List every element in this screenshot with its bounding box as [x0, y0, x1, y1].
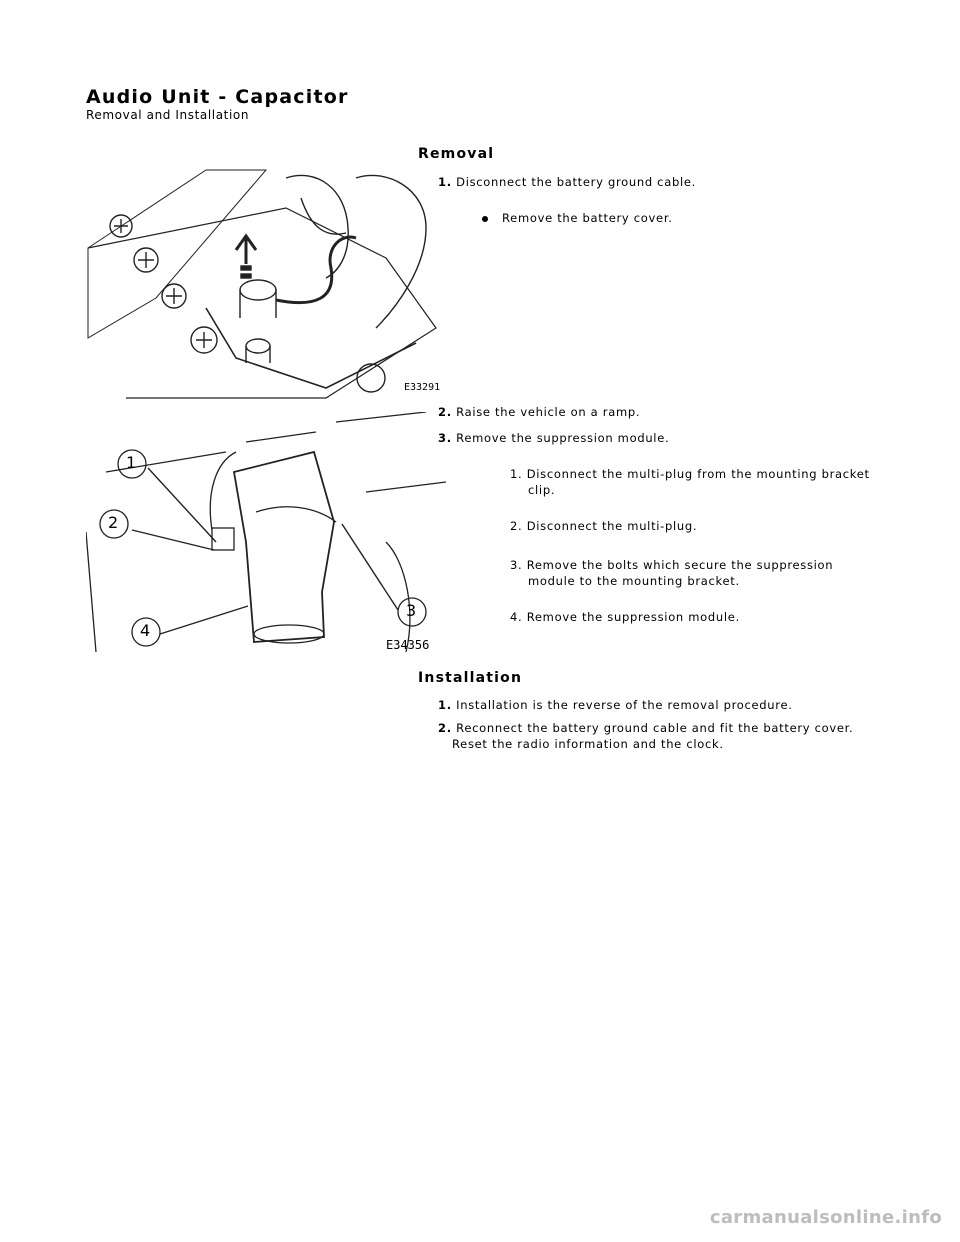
suppression-module-figure — [86, 412, 448, 656]
removal-heading: Removal — [418, 146, 495, 162]
callout-1: 1 — [126, 453, 137, 472]
callout-3: 3 — [406, 601, 417, 620]
callout-2: 2 — [108, 513, 119, 532]
installation-step-1: 1. Installation is the reverse of the removal procedure. — [438, 698, 793, 712]
installation-heading: Installation — [418, 670, 523, 686]
removal-substep-3: 3. Remove the bolts which secure the suppression module to the mounting bracket. — [510, 558, 834, 588]
battery-cable-figure — [86, 168, 448, 400]
page-subtitle: Removal and Installation — [86, 108, 250, 122]
removal-substep-4: 4. Remove the suppression module. — [510, 610, 740, 624]
installation-step-2: 2. Reconnect the battery ground cable and fit the battery cover. Reset the radio information and the clock. — [438, 721, 854, 751]
removal-bullet: Remove the battery cover. — [482, 210, 673, 226]
figure1-code: E33291 — [404, 382, 441, 393]
removal-step-3: 3. Remove the suppression module. — [438, 431, 670, 445]
removal-step-2: 2. Raise the vehicle on a ramp. — [438, 405, 641, 419]
callout-4: 4 — [140, 621, 151, 640]
removal-substep-1: 1. Disconnect the multi-plug from the mounting bracket clip. — [510, 467, 870, 497]
watermark-text: carmanualsonline.info — [709, 1207, 942, 1228]
removal-substep-2: 2. Disconnect the multi-plug. — [510, 519, 698, 533]
battery-screw-icons — [110, 215, 217, 353]
removal-step-1: 1. Disconnect the battery ground cable. — [438, 175, 696, 189]
figure2-code: E34356 — [386, 638, 430, 652]
bullet-icon — [482, 216, 488, 222]
page-title: Audio Unit - Capacitor — [86, 86, 349, 108]
